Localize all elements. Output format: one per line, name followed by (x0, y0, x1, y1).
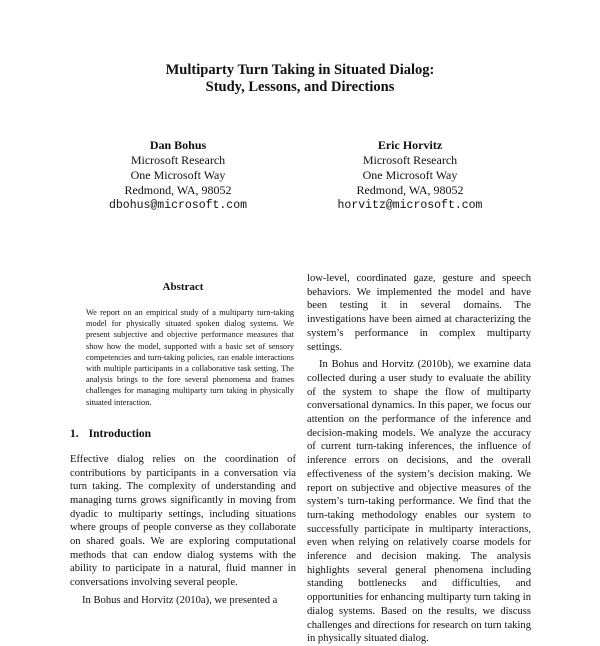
title-line-1: Multiparty Turn Taking in Situated Dialog: (165, 62, 435, 78)
author-address-line-2: Redmond, WA, 98052 (124, 183, 232, 197)
author-affiliation: Microsoft Research (130, 153, 226, 167)
intro-paragraph-2: In Bohus and Horvitz (2010a), we presented a (82, 594, 278, 606)
abstract-heading: Abstract (162, 281, 204, 293)
author-address-line-1: One Microsoft Way (362, 168, 458, 182)
author-name: Dan Bohus (149, 138, 207, 152)
body-paragraph-continued: low-level, coordinated gaze, gesture and speech behaviors. We implemented the model and have been testing it in several domains. The investigations have been aimed at characterizing the system’s performance in complex multiparty settings. (307, 273, 531, 353)
title-line-2: Study, Lessons, and Directions (205, 79, 395, 95)
author-email: horvitz@microsoft.com (337, 199, 483, 212)
left-column (70, 274, 296, 608)
intro-paragraph-1: Effective dialog relies on the coordination of contributions by participants in a conversation via turn taking. The complexity of understanding and managing turns grows significantly in moving from dyadic to multiparty settings, including situations where groups of people converse as they collaborate on shared goals. We are exploring computational methods that can endow dialog systems with the ability to participate in a natural, fluid manner in conversations involving several people. (70, 453, 296, 589)
paper-title (0, 62, 600, 96)
author-block-bohus (58, 138, 298, 214)
body-paragraph-2: In Bohus and Horvitz (2010b), we examine data collected during a user study to evaluate the ability of the system to shape the flow of multiparty conversational dynamics. In this paper, we focus our attention on the performance of the inference and decision-making models. We analyze the accuracy of current turn-taking inferences, the influence of inference errors on decisions, and the overall effectiveness of the system’s decision making. We report on subjective and objective measures of the system’s turn-taking performance. We find that the turn-taking methodology enables our system to successfully participate in multiparty interactions, even when relying on relatively coarse models for inference and decision making. The analysis highlights several general phenomena including standing bottlenecks and difficulties, and opportunities for enhancing multiparty turn taking in dialog systems. Based on the results, we discuss challenges and directions for research on turn taking in physically situated dialog. (307, 359, 531, 645)
author-address-line-2: Redmond, WA, 98052 (356, 183, 464, 197)
author-email: dbohus@microsoft.com (108, 199, 248, 212)
section-title: Introduction (88, 427, 152, 440)
author-affiliation: Microsoft Research (362, 153, 458, 167)
section-number: 1. (70, 427, 79, 440)
author-block-horvitz (290, 138, 530, 214)
author-name: Eric Horvitz (377, 138, 443, 152)
author-address-line-1: One Microsoft Way (130, 168, 226, 182)
right-column (307, 272, 531, 646)
abstract-text: We report on an empirical study of a multiparty turn-taking model for physically situated spoken dialog systems. We present subjective and objective performance measures that show how the model, supported with a basic set of sensory competencies and turn-taking policies, can enable interactions with multiple participants in a collaborative task setting. The analysis brings to the fore several phenomena and frames challenges for managing multiparty turn taking in physically situated interaction. (86, 308, 294, 407)
section-heading-introduction (70, 427, 296, 441)
